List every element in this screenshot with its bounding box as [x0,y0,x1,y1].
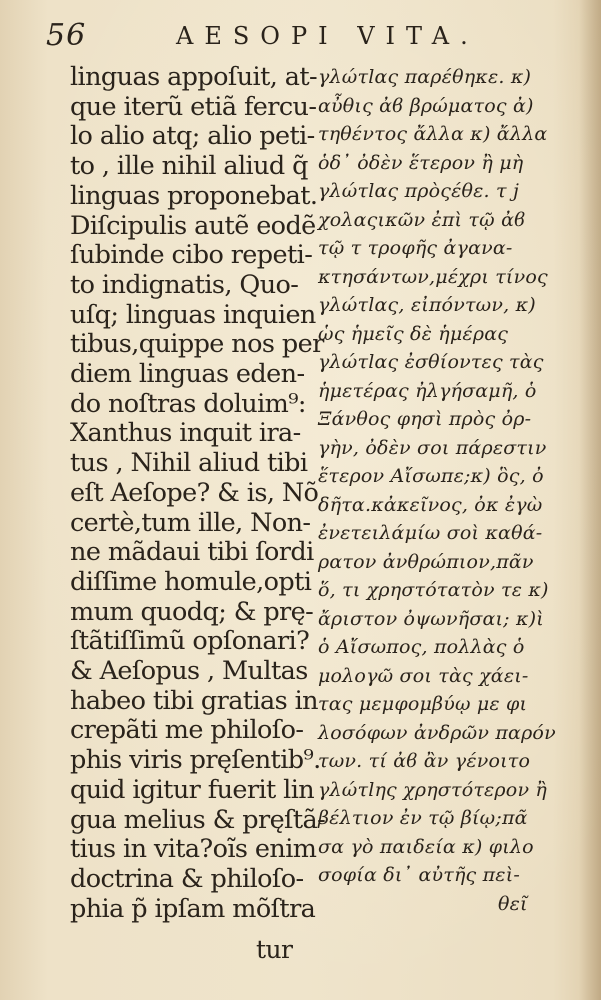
latin-text-line: gua melius & pręſtã- [70,804,326,835]
latin-text-line: to indignatis, Quo- [70,269,299,300]
latin-text-line: tibus,quippe nos per [70,329,324,360]
greek-text-line: τηθέντος ἄλλα κ) ἄλλα [318,123,548,145]
greek-text-line: σοφία δι᾽ αὐτῆς πεὶ- [318,864,520,886]
latin-text-line: mum quodq; & prę- [70,596,314,627]
greek-text-line: ἕτερον Αἴσωπε;κ) ὃς, ὀ [318,465,544,487]
greek-text-line: κτησάντων,μέχρι τίνος [318,265,548,288]
greek-text-line: γλώτlας, εἰπόντων, κ) [318,294,536,316]
latin-text-line: doctrina & philoſo- [70,863,304,894]
greek-text-line: δῆτα.κἀκεῖνος, ὀκ ἐγὼ [318,493,543,516]
greek-text-line: θεῖ [498,892,528,915]
latin-text-line: ne mãdaui tibi ſordi [70,537,314,568]
greek-text-line: ρατον ἀνθρώπιον,πᾶν [318,550,534,573]
latin-text-line: tius in vita?oĩs enim [70,834,317,865]
latin-text-line: crepãti me philoſo- [70,715,304,746]
latin-text-line: uſq; linguas inquien [70,299,316,330]
latin-text-line: & Aeſopus , Multas [70,656,308,686]
latin-text-line: Diſcipulis autẽ eodẽ [70,210,316,241]
greek-text-line: ὡς ἡμεῖς δὲ ἡμέρας [318,322,509,345]
latin-text-line: lo alio atq; alio peti- [70,121,315,152]
latin-text-line: linguas appoſuit, at- [70,62,318,92]
catchword: tur [256,935,293,964]
greek-text-line: σα γὸ παιδεία κ) φιλο [318,835,534,858]
greek-text-line: ἄριστον ὀψωνῆσαι; κ)ὶ [318,607,544,630]
latin-text-line: ſtãtiſſimũ opſonari? [70,626,310,657]
running-title: AESOPI VITA. [176,22,479,50]
latin-text-line: phis viris pręſentib⁹. [70,745,321,776]
greek-text-line: λοσόφων ἀνδρῶν παρόν [318,721,556,744]
greek-text-line: χολαςικῶν ἐπὶ τῷ ἀϐ [318,208,526,231]
greek-text-line: τας μεμφομβύῳ με φι [318,693,528,715]
greek-text-line: τῷ τ τροφῆς ἀγανα- [318,237,513,259]
latin-text-line: diem linguas eden- [70,359,305,389]
latin-text-line: quid igitur fuerit lin [70,774,315,805]
greek-text-line: γλώτlης χρηστότερον ἢ [318,778,548,801]
greek-text-line: αὖθις ἀϐ βρώματος ἀ) [318,94,534,117]
latin-text-line: do noſtras doluim⁹: [70,388,306,419]
latin-text-line: que iterũ etiã fercu- [70,91,317,122]
greek-text-line: γὴν, ὀδὲν σοι πάρεστιν [318,436,547,459]
latin-text-line: habeo tibi gratias in [70,685,318,716]
greek-text-line: ὁ Αἴσωπος, πολλὰς ὁ [318,636,525,658]
greek-text-line: γλώτlας παρέθηκε. κ) [318,66,532,88]
greek-text-line: βέλτιον ἐν τῷ βίῳ;πᾶ [318,807,528,829]
greek-text-line: γλώτlας πρὸςέθε. τ ϳ [318,180,520,202]
latin-text-line: phia p̃ ipſam mõſtra [70,893,316,924]
greek-text-line: ἡμετέρας ἠλγήσαμῆ, ὁ [318,379,537,402]
page-number: 56 [46,18,87,53]
latin-text-line: Xanthus inquit ira- [70,418,301,449]
latin-text-line: linguas proponebat. [70,180,318,211]
greek-text-line: των. τί ἀϐ ἂν γένοιτο [318,750,531,772]
latin-text-line: eſt Aeſope? & is, Nõ [70,477,319,508]
latin-text-line: diſſime homule,opti [70,566,312,597]
page-edge-shadow [579,0,601,1000]
greek-text-line: Ξάνθος φησὶ πρὸς ὀρ- [318,408,532,430]
greek-text-line: ἐνετειλάμίω σοὶ καθά- [318,522,543,544]
greek-text-line: ὅ, τι χρηστότατὸν τε κ) [318,579,549,601]
latin-text-line: certè,tum ille, Non- [70,507,311,538]
greek-text-line: γλώτlας ἐσθίοντες τὰς [318,351,544,373]
page-header [46,18,566,54]
latin-text-line: tus , Nihil aliud tibi [70,448,308,479]
greek-text-line: ὁδ᾽ ὀδὲν ἕτερον ἢ μὴ [318,151,524,174]
greek-text-line: μολογῶ σοι τὰς χάει- [318,664,529,687]
latin-text-line: ſubinde cibo repeti- [70,240,313,271]
latin-text-line: to , ille nihil aliud q̃ [70,151,308,182]
